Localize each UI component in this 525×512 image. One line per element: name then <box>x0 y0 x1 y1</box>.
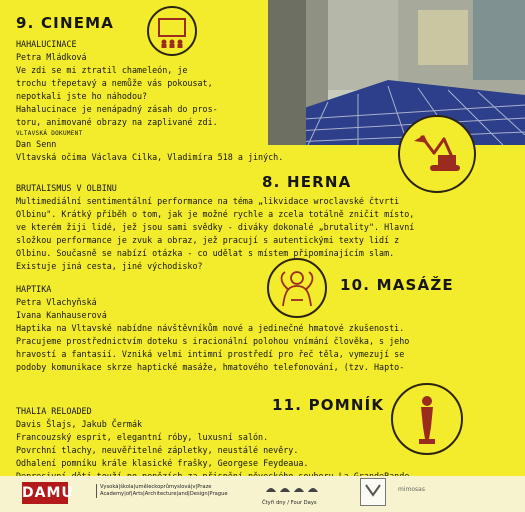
herna-text-1: Multimediální sentimentální performance na téma „likvidace wroclavské čtvrti <box>16 196 400 206</box>
herna-text-6: Existuje jiná cesta, jiné východisko? <box>16 261 203 271</box>
mimosas-logo: mimosas <box>398 486 425 493</box>
pomnik-text-2: Povrchní tlachy, neuvěřitelné zápletky, neustálé nevěry. <box>16 445 299 455</box>
herna-heading: 8. HERNA <box>262 173 352 191</box>
vsup-logo <box>96 484 228 498</box>
cinema-text-2: trochu třepetavý a nemůže vás pokousat, <box>16 78 213 88</box>
cinema-sub-label: VLTAVSKÁ DOKUMENT <box>16 130 83 137</box>
birds-logo <box>262 478 322 498</box>
vsup-line-1: Vysoká|škola|uměleckoprůmyslová|v|Praze <box>100 484 212 490</box>
pomnik-block <box>16 405 414 483</box>
herna-text-2: Olbinu". Krátký příběh o tom, jak je možné rychle a zcela totálně zničit místo, <box>16 209 415 219</box>
masaze-text-3: hravostí a fantasií. Vzniká velmi intimní prostředí pro řeč těla, vymezují se <box>16 349 405 359</box>
cinema-text-1: Ve zdi se mi ztratil chameleón, je <box>16 65 188 75</box>
cinema-heading: 9. CINEMA <box>16 14 115 32</box>
cinema-text-5: toru, animované obrazy na zaplivané zdi. <box>16 117 218 127</box>
masaze-subtitle: HAPTIKA <box>16 284 52 294</box>
corridor-photo <box>268 0 525 145</box>
herna-block <box>16 182 414 273</box>
masaze-text-2: Pracujeme prostřednictvím doteku s iracionální polohou vnímání člověka, s jeho <box>16 336 410 346</box>
pomnik-authors: Davis Šlajs, Jakub Čermák <box>16 419 143 429</box>
masaze-block <box>16 283 409 374</box>
pomnik-subtitle: THALIA RELOADED <box>16 406 92 416</box>
cinema-text-4: Hahalucinace je nenápadný zásah do pros- <box>16 104 218 114</box>
pomnik-text-1: Francouzský esprit, elegantní róby, luxusní salón. <box>16 432 269 442</box>
ctyri-dny-label: Čtyři dny / Four Days <box>262 500 317 506</box>
masaze-text-4: podoby komunikace skrze haptické masáže, hmatového telefonování, (tzv. Hapto- <box>16 362 405 372</box>
damu-logo: DAMU <box>22 482 68 504</box>
masaze-heading: 10. MASÁŽE <box>340 276 454 294</box>
masaze-author-2: Ivana Kanhauserová <box>16 310 107 320</box>
cinema-text-3: nepotkali jste ho náhodou? <box>16 91 148 101</box>
pomnik-text-3: Odhalení pomníku krále klasické frašky, Georgese Feydeaua. <box>16 458 309 468</box>
masaze-author-1: Petra Vlachyňská <box>16 297 97 307</box>
cinema-author: Petra Mládková <box>16 52 87 62</box>
corridor-photo-art <box>268 0 525 145</box>
herna-text-5: Olbinu. Současně se nabízí otázka - co udělat s místem připomínajícím slam. <box>16 248 395 258</box>
cinema-sub-author: Dan Senn <box>16 139 57 149</box>
herna-subtitle: BRUTALISMUS V OLBINU <box>16 183 117 193</box>
masaze-text-1: Haptika na Vltavské nabídne návštěvníkům nové a jedinečné hmatové zkušenosti. <box>16 323 405 333</box>
herna-text-3: ve kterém žiji lidé, jež jsou sami svědky - diváky dokonalé „brutality". Hlavní <box>16 222 415 232</box>
square-logo <box>360 478 386 506</box>
vsup-line-2: Academy|of|Arts|Architecture|and|Design|Prague <box>100 491 228 497</box>
pomnik-heading: 11. POMNÍK <box>272 396 385 414</box>
cinema-sub-text: Vltavská očima Václava Cilka, Vladimíra 518 a jiných. <box>16 152 284 162</box>
cinema-subtitle: HAHALUCINACE <box>16 39 77 49</box>
herna-text-4: složkou performance je zvuk a obraz, jež pracují s autentickými texty lidí z <box>16 235 400 245</box>
cinema-block <box>16 38 283 164</box>
